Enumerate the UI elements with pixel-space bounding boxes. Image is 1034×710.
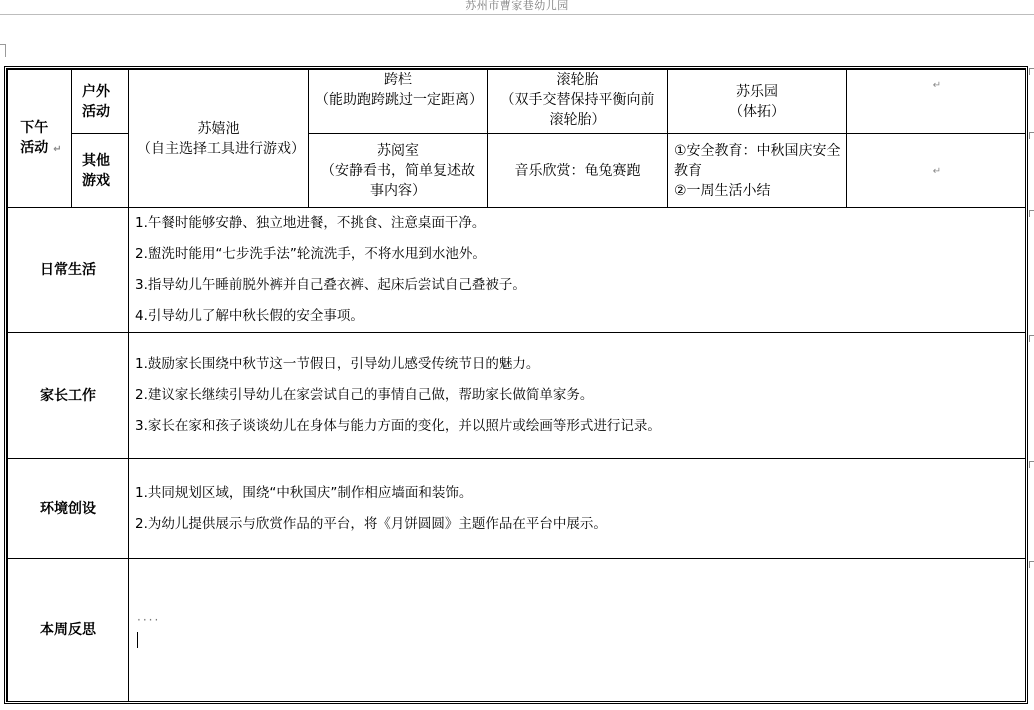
row-parent-work: [8, 333, 1026, 459]
outdoor-activity-1-desc: （能助跑跨跳过一定距离）: [315, 92, 483, 108]
outdoor-activity-3-desc: （体拓）: [729, 103, 785, 120]
row-reflection: [8, 559, 1026, 702]
other-label: 其他游戏: [82, 152, 110, 189]
header-rule: [0, 14, 1034, 15]
outdoor-activity-3-name: 苏乐园: [736, 83, 778, 100]
outdoor-activity-1-name: 跨栏: [384, 72, 412, 88]
parent-work-item-2: 2.建议家长继续引导幼儿在家尝试自己的事情自己做，帮助家长做简单家务。: [135, 387, 594, 403]
other-activity-3-line1: ①安全教育：中秋国庆安全教育: [674, 142, 841, 179]
page-header: 苏州市曹家巷幼儿园: [465, 0, 569, 12]
outdoor-activity-3: [668, 70, 847, 134]
row-end-marker: [1029, 132, 1034, 139]
row-end-marker: [1029, 210, 1034, 217]
row-afternoon-outdoor: [8, 70, 1026, 134]
daily-life-label-cell: [8, 208, 129, 333]
outdoor-activity-2-desc: （双手交替保持平衡向前滚轮胎）: [500, 92, 655, 128]
parent-work-label-cell: [8, 333, 129, 459]
parent-work-content: [129, 333, 1026, 459]
other-activity-3-line2: ②一周生活小结: [674, 182, 771, 199]
other-label-cell: [72, 134, 129, 208]
daily-life-item-3: 3.指导幼儿午睡前脱外裤并自己叠衣裤、起床后尝试自己叠被子。: [135, 277, 526, 293]
row-daily-life: [8, 208, 1026, 333]
daily-life-item-1: 1.午餐时能够安静、独立地进餐，不挑食、注意桌面干净。: [135, 215, 486, 231]
daily-life-label: 日常生活: [40, 262, 96, 278]
outdoor-activity-2: [488, 70, 668, 134]
afternoon-label: 下午活动: [20, 119, 49, 156]
row-environment: [8, 459, 1026, 559]
reflection-label-cell: [8, 559, 129, 702]
other-activity-2: [488, 134, 668, 208]
other-activity-1-name: 苏阅室: [377, 142, 419, 159]
outdoor-activity-1: [309, 70, 488, 134]
outdoor-label-cell: [72, 70, 129, 134]
row-end-marker: [1029, 68, 1034, 75]
daily-life-item-4: 4.引导幼儿了解中秋长假的安全事项。: [135, 308, 364, 324]
environment-item-2: 2.为幼儿提供展示与欣赏作品的平台，将《月饼圆圆》主题作品在平台中展示。: [135, 515, 607, 532]
environment-label: 环境创设: [40, 500, 96, 517]
other-activity-1-desc: （安静看书，简单复述故事内容）: [321, 162, 475, 199]
shared-activity-cell: [129, 70, 309, 208]
reflection-label: 本周反思: [40, 622, 96, 638]
reflection-editable-area[interactable]: [129, 559, 1026, 702]
afternoon-label-cell: 下午活动 ↵: [8, 70, 72, 208]
row-end-marker: [1029, 461, 1034, 468]
environment-content: [129, 459, 1026, 559]
shared-activity-desc: （自主选择工具进行游戏）: [137, 140, 305, 157]
parent-work-label: 家长工作: [40, 387, 96, 404]
other-activity-1: [309, 134, 488, 208]
other-activity-4: ↵: [847, 134, 1026, 208]
outdoor-activity-4: ↵: [847, 70, 1026, 134]
margin-corner-mark: [0, 44, 6, 57]
outdoor-activity-2-name: 滚轮胎: [556, 72, 599, 88]
daily-life-item-2: 2.盥洗时能用“七步洗手法”轮流洗手，不将水甩到水池外。: [135, 246, 486, 262]
other-activity-3: [668, 134, 847, 208]
other-activity-2-name: 音乐欣赏：龟兔赛跑: [514, 162, 641, 179]
daily-life-content: [129, 208, 1026, 333]
weekly-plan-table: [7, 69, 1026, 702]
parent-work-item-3: 3.家长在家和孩子谈谈幼儿在身体与能力方面的变化，并以照片或绘画等形式进行记录。: [135, 418, 661, 434]
environment-item-1: 1.共同规划区域，围绕“中秋国庆”制作相应墙面和装饰。: [135, 484, 473, 501]
reflection-placeholder-dots: ····: [137, 613, 161, 627]
row-end-marker: [1029, 335, 1034, 342]
shared-activity-name: 苏嬉池: [197, 120, 240, 137]
row-end-marker: [1029, 561, 1034, 568]
parent-work-item-1: 1.鼓励家长围绕中秋节这一节假日，引导幼儿感受传统节日的魅力。: [135, 356, 540, 372]
text-cursor: [137, 632, 138, 648]
environment-label-cell: [8, 459, 129, 559]
outdoor-label: 户外活动: [82, 83, 110, 120]
